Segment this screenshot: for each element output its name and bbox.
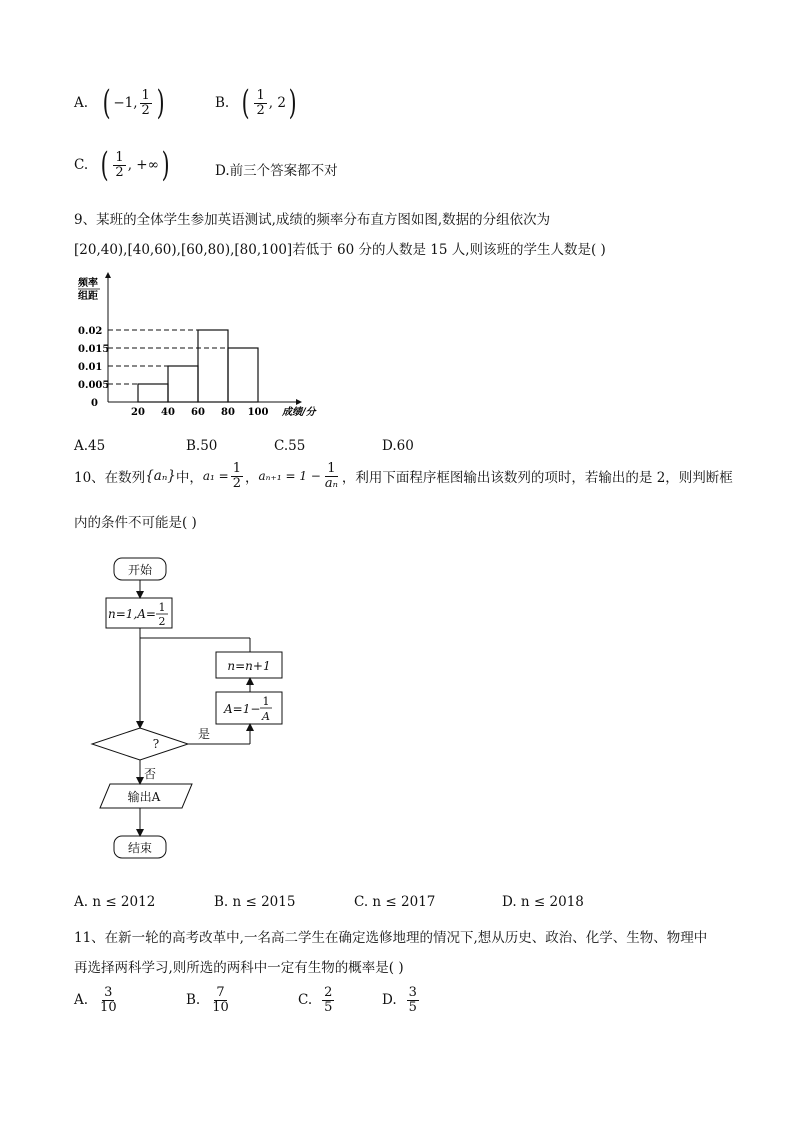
flow-assign-num: 1: [262, 695, 270, 708]
x-tick-label: 20: [131, 407, 145, 418]
q9-option-d[interactable]: D.60: [382, 438, 414, 454]
q11-option-a[interactable]: A. $\frac{3}{10}$: [74, 985, 117, 1015]
fraction: $\frac{1}{\text{aₙ}}$: [324, 461, 338, 491]
histogram-bar: [198, 330, 228, 402]
interval-upper: , 2: [268, 95, 286, 111]
x-axis-arrow: [296, 399, 302, 405]
fraction: $\frac{3}{5}$: [408, 985, 417, 1015]
x-tick-label: 80: [221, 407, 235, 418]
q9-option-a[interactable]: A.45: [74, 438, 106, 454]
flow-output-label: 输出A: [127, 790, 161, 804]
flow-init-num: 1: [158, 601, 166, 614]
q10-stem-line2: 内的条件不可能是( ): [74, 515, 197, 531]
q8-option-d[interactable]: D.前三个答案都不对: [215, 163, 338, 179]
close-paren: ): [161, 145, 170, 185]
fraction: $\frac{1}{2}$: [141, 87, 150, 118]
condition-diamond: [92, 728, 188, 760]
interval-upper: , +∞: [127, 157, 159, 173]
x-tick-label: 40: [161, 407, 175, 418]
frequency-histogram: [70, 270, 340, 420]
q8-option-c[interactable]: [74, 145, 172, 185]
close-paren: ): [156, 83, 165, 123]
option-label: C.: [74, 157, 89, 173]
y-tick-label: 0.01: [78, 362, 103, 373]
fraction: $\frac{1}{2}$: [232, 461, 242, 491]
sequence-notation: {aₙ}: [145, 468, 176, 485]
histogram-bar: [138, 384, 168, 402]
open-paren: (: [100, 145, 109, 185]
flow-start-label: 开始: [127, 563, 153, 577]
q9-option-b[interactable]: B.50: [186, 438, 218, 454]
x-tick-label: 100: [247, 407, 269, 418]
q11-option-d[interactable]: D. $\frac{3}{5}$: [382, 985, 417, 1015]
q9-option-c[interactable]: C.55: [274, 438, 306, 454]
flow-increment-label: n=n+1: [227, 659, 271, 673]
histogram-layer: [78, 272, 318, 418]
origin-label: 0: [91, 398, 98, 409]
q11-stem-line2: 再选择两科学习,则所选的两科中一定有生物的概率是( ): [74, 960, 404, 976]
flow-condition-label: ?: [152, 737, 160, 751]
q10-stem-line1: 10、在数列 {aₙ} 中， a₁ = $\frac{1}{2}$ ， aₙ₊₁ = 1 − $\frac{1}{\text{aₙ}}$ ，利用下面程序框图输出该数列的项时，若输出的是 2，则判断框: [74, 461, 733, 491]
q11-option-c[interactable]: C. $\frac{2}{5}$: [298, 985, 333, 1015]
q9-stem-line2: [20,40),[40,60),[60,80),[80,100]若低于 60 分的人数是 15 人,则该班的学生人数是( ): [74, 242, 606, 258]
q8-option-a[interactable]: [74, 83, 167, 123]
option-label: B.: [215, 95, 230, 111]
histogram-bar: [168, 366, 198, 402]
interval-lower: −1,: [113, 95, 138, 111]
q10-option-d[interactable]: D. n ≤ 2018: [502, 894, 584, 910]
flow-assign-den: A: [262, 710, 270, 723]
y-axis-label-top: 频率: [78, 278, 98, 289]
open-paren: (: [241, 83, 250, 123]
option-label: A.: [74, 95, 89, 111]
q9-options: [74, 438, 434, 454]
q10-option-c[interactable]: C. n ≤ 2017: [354, 894, 436, 910]
flow-init-label: n=1,A=: [108, 607, 156, 621]
q11-stem-line1: 11、在新一轮的高考改革中,一名高二学生在确定选修地理的情况下,想从历史、政治、化学、生物、物理中: [74, 930, 708, 946]
histogram-bar: [228, 348, 258, 402]
fraction: $\frac{3}{10}$: [100, 985, 117, 1015]
fraction: $\frac{2}{5}$: [324, 985, 333, 1015]
close-paren: ): [288, 83, 297, 123]
flow-yes-label: 是: [198, 727, 211, 741]
q10-options: [74, 894, 594, 910]
q11-options: [74, 986, 421, 1014]
y-tick-label: 0.02: [78, 326, 103, 337]
x-tick-label: 60: [191, 407, 205, 418]
flow-init-den: 2: [158, 615, 166, 628]
open-paren: (: [102, 83, 111, 123]
y-axis-arrow: [105, 272, 111, 278]
flow-end-label: 结束: [127, 841, 153, 855]
y-axis-label-bottom: 组距: [78, 291, 98, 302]
q10-option-a[interactable]: A. n ≤ 2012: [74, 894, 156, 910]
flow-no-label: 否: [144, 767, 157, 781]
q8-option-b[interactable]: [215, 83, 299, 123]
y-tick-label: 0.015: [78, 344, 110, 355]
q11-option-b[interactable]: B. $\frac{7}{10}$: [186, 985, 229, 1015]
fraction: $\frac{7}{10}$: [212, 985, 229, 1015]
flow-assign-label: A=1−: [224, 702, 261, 716]
program-flowchart: [86, 552, 306, 870]
y-tick-label: 0.005: [78, 380, 110, 391]
fraction: $\frac{1}{2}$: [256, 87, 265, 118]
q10-option-b[interactable]: B. n ≤ 2015: [214, 894, 296, 910]
x-axis-label: 成绩/分: [282, 407, 316, 418]
q9-stem-line1: 9、某班的全体学生参加英语测试,成绩的频率分布直方图如图,数据的分组依次为: [74, 212, 551, 228]
fraction: $\frac{1}{2}$: [115, 149, 124, 180]
